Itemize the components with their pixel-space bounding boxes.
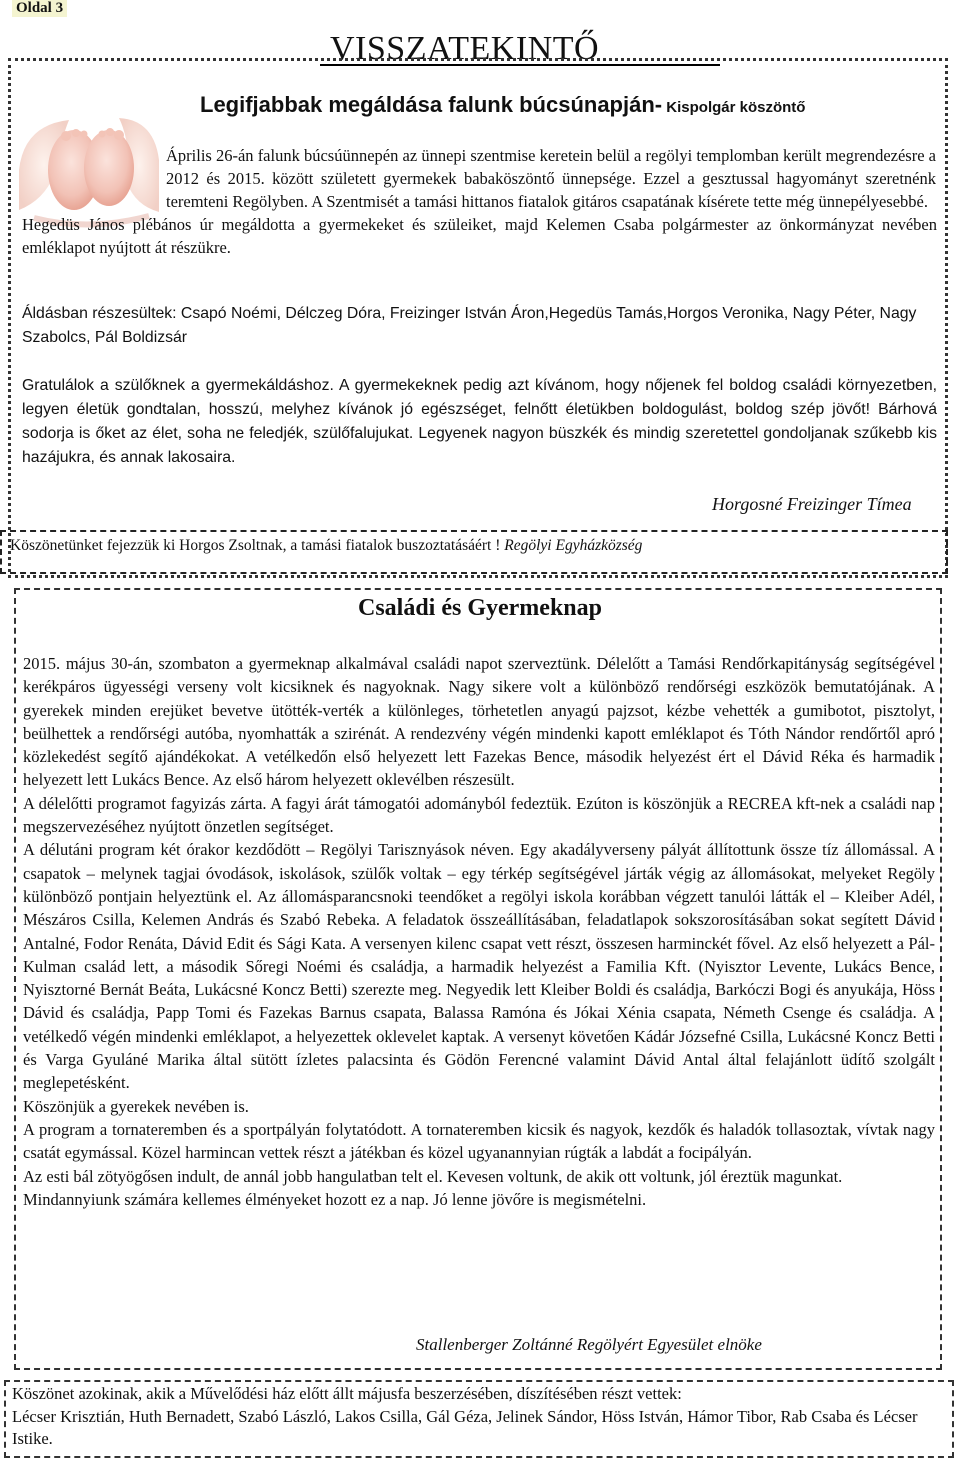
maypole-thanks (12, 1383, 947, 1451)
family-day-signature: Stallenberger Zoltánné Regölyért Egyesület elnöke (416, 1335, 762, 1354)
family-day-title: Családi és Gyermeknap (357, 595, 602, 621)
thanks-note (10, 537, 642, 555)
baby-feet-photo (14, 100, 164, 230)
page-number-label: Oldal 3 (12, 0, 67, 17)
section-heading (200, 92, 805, 118)
section-heading-main: Legifjabbak megáldása falunk búcsúnapján- (200, 92, 663, 117)
family-day-paragraph: 2015. május 30-án, szombaton a gyermeknap alkalmával családi napot szerveztünk. Délelőtt a Tamási Rendőrkapitányság segítségével kerékpáros ügyességi verseny volt kicsiknek és nagyoknak. Nagy sikere volt a különböző rendőrségi eszközök bemutatójának. A gyerekek minden erejüket bevetve ütötték-verték a különleges, törhetetlen anyagú pajzsot, kézbe vehették a gumibotot, pisztolyt, beülhettek a rendőrségi autóba, nyomhatták a szirénát. A rendezvény végén mindenki kapott emléklapot és Tóth Nándor rendőrtől apró közlekedést segítő ajándékokat. A vetélkedőn első helyezett lett Fazekas Bence, második helyezést ért el Dávid Réka és harmadik helyezett lett Lukács Bence. Az első három helyezett oklevélben részesült. (23, 654, 935, 790)
thanks-note-org: Regölyi Egyházközség (500, 537, 643, 554)
family-day-paragraph: Az esti bál zötyögősen indult, de annál jobb hangulatban telt el. Kevesen voltunk, de akik ott voltunk, jól éreztük magunkat. (23, 1166, 843, 1186)
thanks-note-text: Köszönetünket fejezzük ki Horgos Zsoltnak, a tamási fiatalok buszoztatásáért ! (10, 537, 501, 554)
intro-paragraph-bottom: Hegedüs János plébános úr megáldotta a gyermekeket és szüleiket, majd Kelemen Csaba polgármester az önkormányzat nevében emléklapot nyújtott át részükre. (22, 215, 937, 257)
family-day-body (23, 652, 935, 1211)
family-day-paragraph: Mindannyiunk számára kellemes élményeket hozott ez a nap. Jó lenne jövőre is megismételni. (23, 1189, 647, 1209)
section-heading-sub: Kispolgár köszöntő (662, 99, 806, 116)
family-day-paragraph: A délutáni program két órakor kezdődött – Regölyi Tarisznyások néven. Egy akadályverseny pályát állítottunk össze tíz állomással. A csapatok – melynek tagjai óvodások, iskolások, szülők voltak – egy térkép segítségével járták végig az állomásokat, melyeket Regöly különböző pontjain helyeztünk el. Az állomásparancsnoki teendőket a regölyi iskola korábban végzett tanulói látták el – Kleiber Adél, Mészáros Csilla, Kelemen András és Szabó Rebeka. A feladatok összeállításában, feladatlapok sokszorosításában sokat segített Dávid Antalné, Fodor Renáta, Dávid Edit és Sági Kata. A versenyen kilenc csapat vett részt, összesen harminckét fővel. Az első helyezett a Pál-Kulman család lett, a második Sőregi Noémi és családja, a harmadik helyezést a Familia Kft. (Nyisztor Levente, Lukács Bence, Nyisztorné Bernát Beáta, Lukácsné Koncz Betti) szerezte meg. Negyedik lett Kleiber Boldi és családja, Barkóczi Bogi és anyukája, Höss Dávid és családja, Papp Tomi és Fazekas Barnus csapata, Balassa Ramóna és Jókai Xénia csapata, Németh Csenge és családja. A vetélkedő végén mindenki emléklapot, a helyezettek oklevelet kaptak. A versenyt követően Kádár Józsefné Csilla, Lukácsné Koncz Betti és Varga Gyuláné Marika által sütött ízletes palacsinta és Gödön Ferencné valamint Dávid Antal által felajánlott üdítő szolgált meglepetésként. (23, 840, 935, 1093)
masthead-title: VISSZATEKINTŐ (330, 30, 600, 67)
family-day-paragraph: A program a tornateremben és a sportpályán folytatódott. A tornateremben kicsik és nagyok, kezdők és haladók tollasoztak, vívtak nagy csatát egymással. Közel harmincan vettek részt a játékban és közel ugyanannyian rúgták a labdát a focipályán. (23, 1119, 935, 1163)
congratulations-paragraph: Gratulálok a szülőknek a gyermekáldáshoz. A gyermekeknek pedig azt kívánom, hogy nőjenek fel boldog családi környezetben, legyen életük gondtalan, hosszú, melyhez kívánok jó egészséget, felnőtt életükben boldogulást, boldog szép jövőt! Bárhová sodorja is őket az élet, soha ne feledjék, szülőfalujukat. Legyenek nagyon büszkék és mindig szeretettel gondoljanak szűkebb kis hazájukra, és annak lakosaira. (22, 377, 937, 466)
article-signature: Horgosné Freizinger Tímea (712, 494, 912, 514)
maypole-thanks-names: Lécser Krisztián, Huth Bernadett, Szabó László, Lakos Csilla, Gál Géza, Jelinek Sándor, Höss István, Hámor Tibor, Rab Csaba és Lécser Istike. (12, 1406, 918, 1448)
family-day-paragraph: A délelőtti programot fagyizás zárta. A fagyi árát támogatói adományból fedeztük. Ezúton is köszönjük a RECREA kft-nek a családi nap megszervezéséhez nyújtott önzetlen segítséget. (23, 793, 935, 837)
maypole-thanks-intro: Köszönet azokinak, akik a Művelődési ház előtt állt májusfa beszerzésében, díszítésében részt vettek: (12, 1384, 682, 1403)
blessed-children-list: Áldásban részesültek: Csapó Noémi, Délczeg Dóra, Freizinger István Áron,Hegedüs Tamás,Horgos Veronika, Nagy Péter, Nagy Szabolcs, Pál Boldizsár (22, 305, 917, 346)
family-day-paragraph: Köszönjük a gyerekek nevében is. (23, 1096, 249, 1116)
intro-paragraph-top: Április 26-án falunk búcsúünnepén az ünnepi szentmise keretein belül a regölyi templomban került megrendezésre a 2012 és 2015. között született gyermekek babaköszöntő ünnepsége. Ezzel a gesztussal hagyományt szeretnénk teremteni Regölyben. A Szentmisét a tamási hittanos fiatalok gitáros csapatának kísérete tette még ünnepélyesebbé. (166, 146, 936, 211)
